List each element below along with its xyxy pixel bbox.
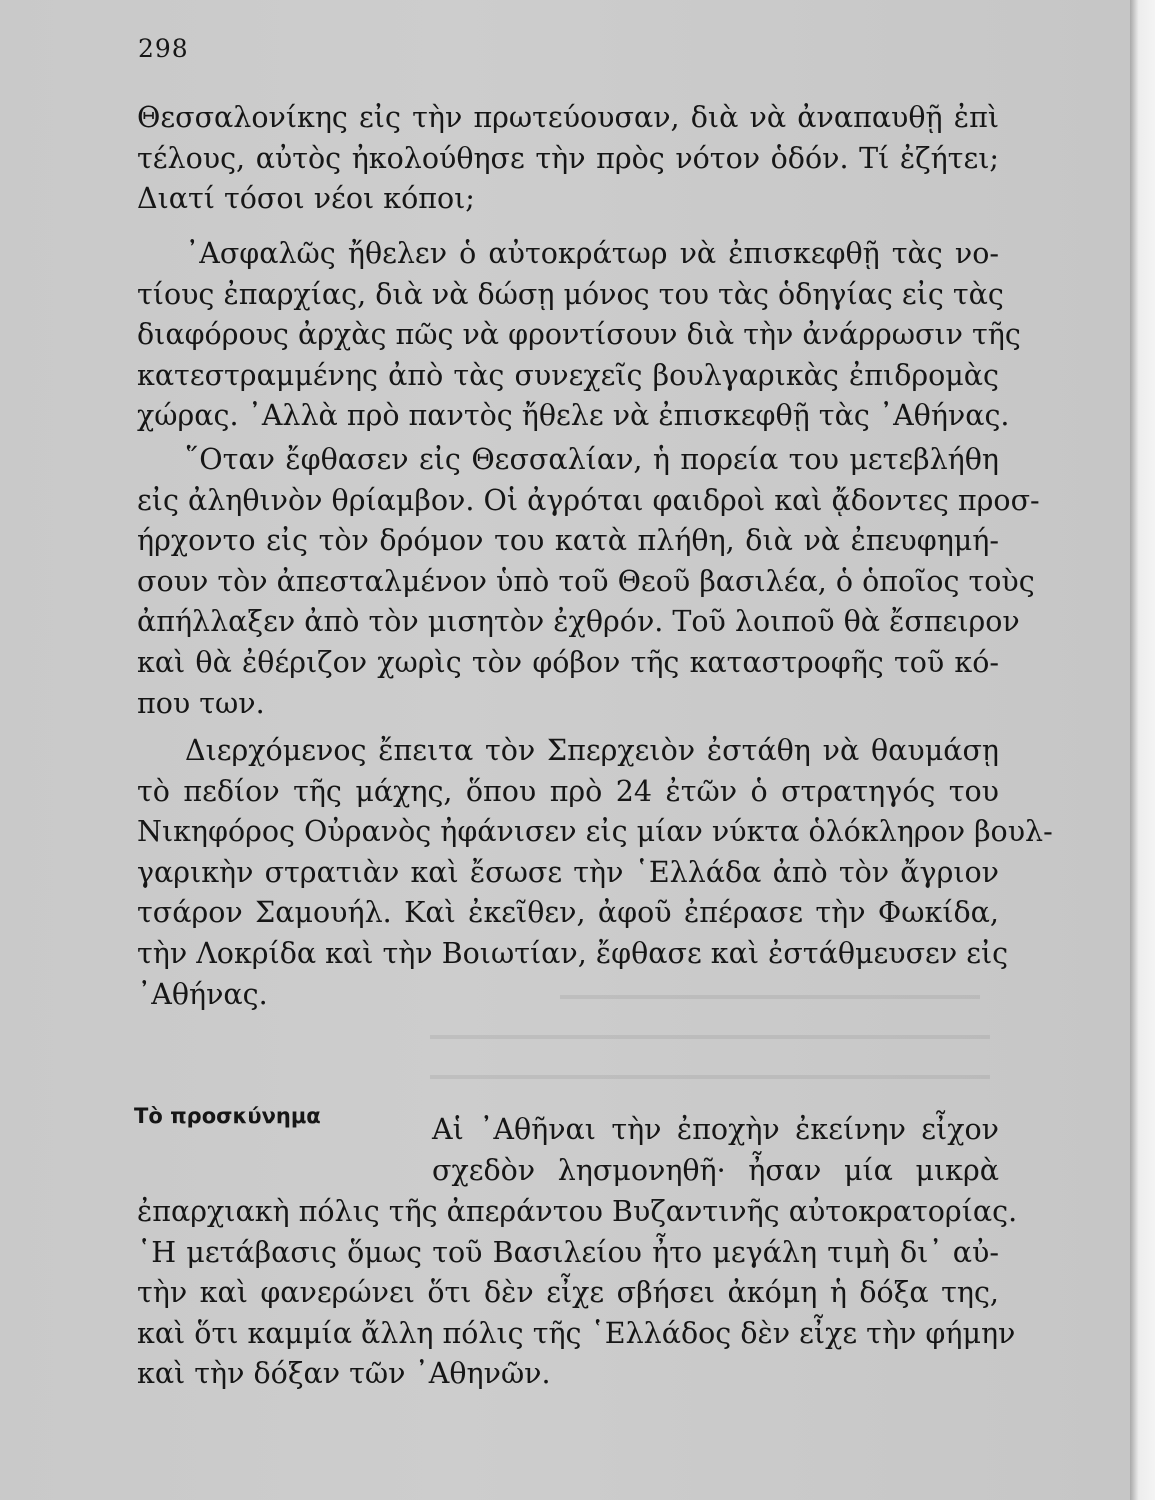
paragraph-4 (137, 731, 1053, 1015)
text-line: σχεδὸν λησμονηθῆ· ἦσαν μία μικρὰ (432, 1153, 999, 1187)
text-line: Θεσσαλονίκης εἰς τὴν πρωτεύουσαν, διὰ νὰ ἀναπαυθῇ ἐπὶ (137, 101, 999, 134)
page-edge (1130, 0, 1155, 1500)
text-line: κατεστραμμένης ἀπὸ τὰς συνεχεῖς βουλγαρικὰς ἐπιδρομὰς (137, 358, 999, 392)
text-line: ᾿Αθήνας. (137, 977, 268, 1011)
text-line: τίους ἐπαρχίας, διὰ νὰ δώσῃ μόνος του τὰς ὁδηγίας εἰς τὰς (137, 277, 1004, 311)
text-line: τέλους, αὐτὸς ἠκολούθησε τὴν πρὸς νότον ὁδόν. Τί ἐζήτει; (137, 141, 999, 175)
text-line: ᾿Ασφαλῶς ἤθελεν ὁ αὐτοκράτωρ νὰ ἐπισκεφθῇ τὰς νο- (185, 237, 999, 270)
text-line: Αἱ ᾿Αθῆναι τὴν ἐποχὴν ἐκείνην εἶχον (432, 1113, 999, 1146)
text-line: καὶ ὅτι καμμία ἄλλη πόλις τῆς ῾Ελλάδος δὲν εἶχε τὴν φήμην (137, 1316, 1016, 1350)
text-line: τὴν καὶ φανερώνει ὅτι δὲν εἶχε σβήσει ἀκόμη ἡ δόξα της, (137, 1276, 999, 1310)
paragraph-1 (137, 98, 999, 220)
text-line: τὴν Λοκρίδα καὶ τὴν Βοιωτίαν, ἔφθασε καὶ ἐστάθμευσεν εἰς (137, 936, 1009, 970)
text-line: ῾Η μετάβασις ὅμως τοῦ Βασιλείου ἦτο μεγάλη τιμὴ δι᾿ αὐ- (137, 1235, 999, 1269)
text-line: χώρας. ᾿Αλλὰ πρὸ παντὸς ἤθελε νὰ ἐπισκεφθῇ τὰς ᾿Αθήνας. (137, 399, 1010, 433)
text-line: ἀπήλλαξεν ἀπὸ τὸν μισητὸν ἐχθρόν. Τοῦ λοιποῦ θὰ ἔσπειρον (137, 605, 1020, 639)
text-line: Διερχόμενος ἔπειτα τὸν Σπερχειὸν ἐστάθη νὰ θαυμάσῃ (185, 734, 999, 767)
page-number: 298 (138, 34, 189, 63)
text-line: ήρχοντο εἰς τὸν δρόμον του κατὰ πλήθη, διὰ νὰ ἐπευφημή- (137, 524, 999, 558)
paragraph-5 (137, 1192, 1018, 1395)
text-line: καὶ θὰ ἐθέριζον χωρὶς τὸν φόβον τῆς καταστροφῆς τοῦ κό- (137, 645, 999, 679)
text-line: τσάρον Σαμουήλ. Καὶ ἐκεῖθεν, ἀφοῦ ἐπέρασε τὴν Φωκίδα, (137, 896, 999, 930)
text-line: γαρικὴν στρατιὰν καὶ ἔσωσε τὴν ῾Ελλάδα ἀπὸ τὸν ἄγριον (137, 855, 999, 889)
text-line: διαφόρους ἀρχὰς πῶς νὰ φροντίσουν διὰ τὴν ἀνάρρωσιν τῆς (137, 318, 1021, 352)
paragraph-5-indented-lines (432, 1110, 999, 1191)
text-line: εἰς ἀληθινὸν θρίαμβον. Οἱ ἀγρόται φαιδροὶ καὶ ᾄδοντες προσ- (137, 483, 1040, 517)
text-line: σουν τὸν ἀπεσταλμένον ὑπὸ τοῦ Θεοῦ βασιλέα, ὁ ὁποῖος τοὺς (137, 564, 1035, 598)
text-line: καὶ τὴν δόξαν τῶν ᾿Αθηνῶν. (137, 1357, 551, 1391)
bleed-through-shadow (430, 1075, 990, 1079)
paragraph-3 (137, 440, 1040, 724)
text-line: ἐπαρχιακὴ πόλις τῆς ἀπεράντου Βυζαντινῆς αὐτοκρατορίας. (137, 1195, 1018, 1228)
paragraph-2 (137, 234, 1021, 437)
text-line: που των. (137, 686, 265, 720)
text-line: ῞Οταν ἔφθασεν εἰς Θεσσαλίαν, ἡ πορεία του μετεβλήθη (185, 443, 999, 476)
section-side-heading: Τὸ προσκύνημα (134, 1104, 321, 1128)
bleed-through-shadow (430, 1035, 990, 1039)
text-line: Νικηφόρος Οὐρανὸς ἠφάνισεν εἰς μίαν νύκτα ὁλόκληρον βουλ- (137, 815, 1053, 849)
text-line: τὸ πεδίον τῆς μάχης, ὅπου πρὸ 24 ἐτῶν ὁ στρατηγός του (137, 774, 999, 808)
text-line: Διατί τόσοι νέοι κόποι; (137, 182, 475, 216)
